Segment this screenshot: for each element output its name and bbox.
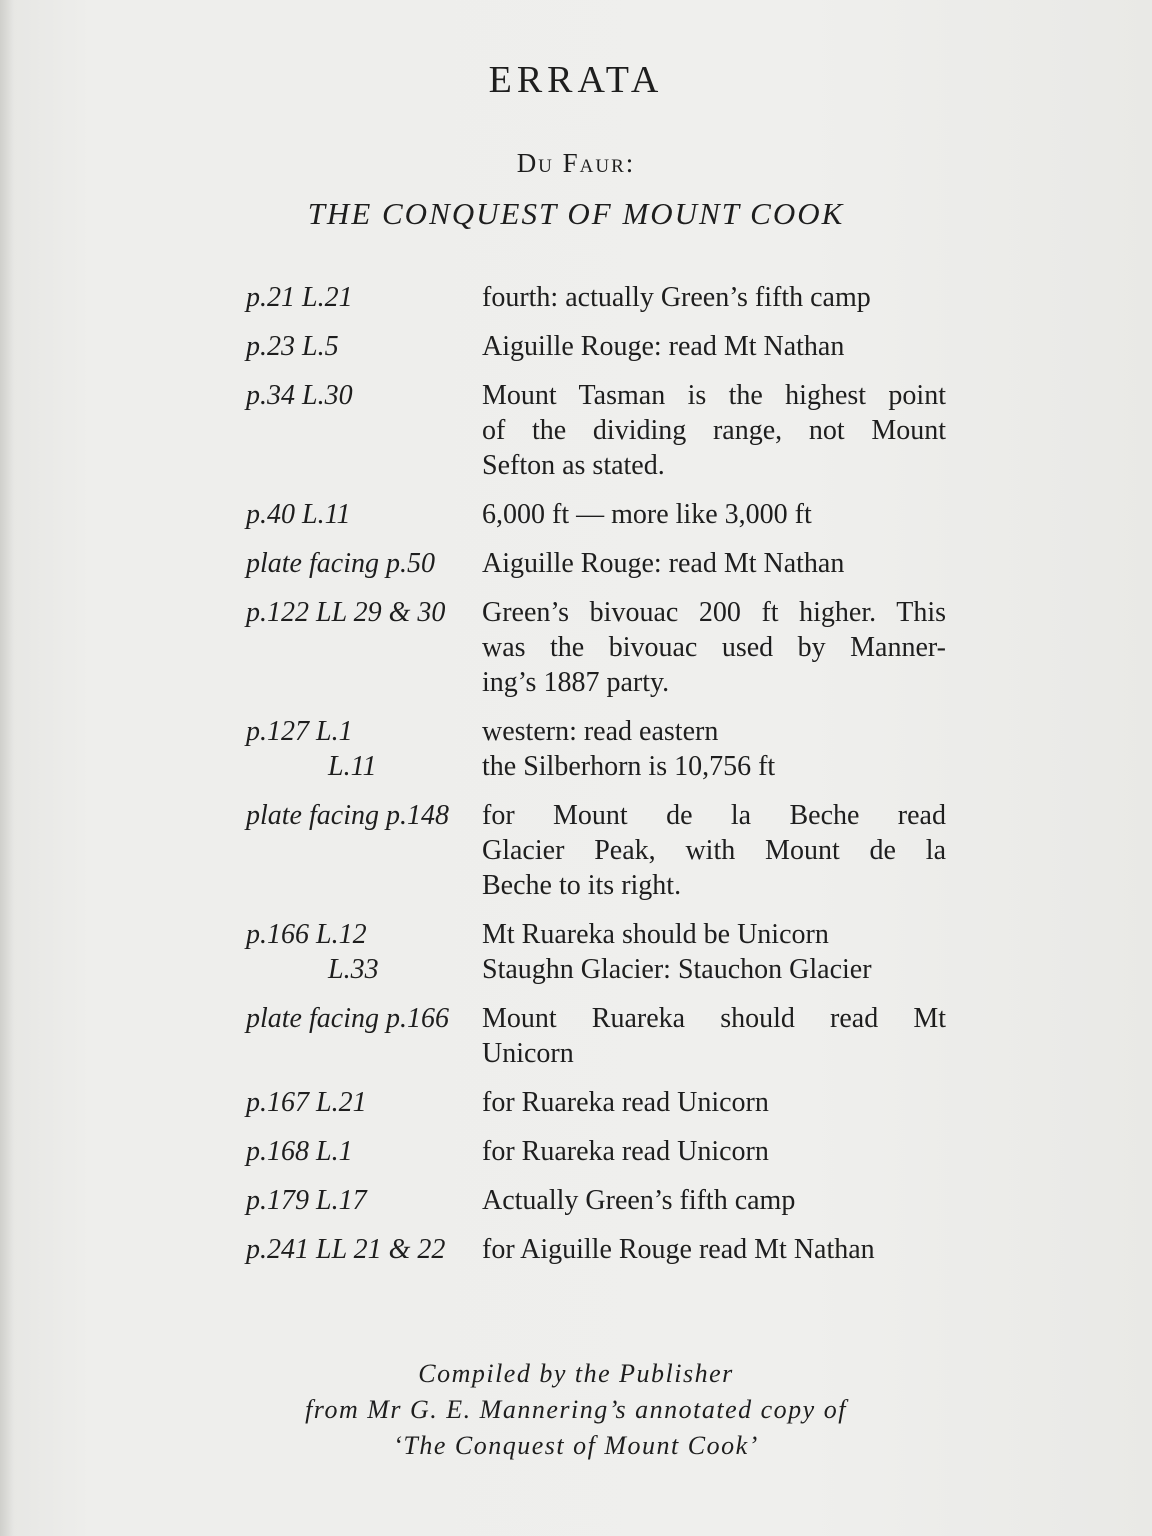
correction-line: Actually Green’s fifth camp [482, 1185, 796, 1216]
errata-entry [246, 798, 946, 903]
reference-line: p.40 L.11 [246, 499, 351, 530]
errata-correction [482, 497, 946, 532]
errata-entry [246, 280, 946, 315]
correction-line: for Aiguille Rouge read Mt Nathan [482, 1234, 875, 1265]
errata-reference [246, 1085, 482, 1120]
errata-correction [482, 1134, 946, 1169]
reference-line: p.166 L.12 [246, 919, 367, 950]
correction-line: fourth: actually Green’s fifth camp [482, 282, 871, 313]
reference-line: p.179 L.17 [246, 1185, 367, 1216]
correction-line: western: read eastern [482, 716, 719, 747]
correction-line: the Silberhorn is 10,756 ft [482, 751, 776, 782]
errata-reference [246, 1134, 482, 1169]
correction-line: Sefton as stated. [482, 450, 665, 481]
errata-entry [246, 378, 946, 483]
reference-line: plate facing p.148 [246, 800, 449, 831]
errata-correction [482, 714, 946, 784]
correction-line: for Ruareka read Unicorn [482, 1087, 769, 1118]
correction-line: ing’s 1887 party. [482, 667, 670, 698]
errata-reference [246, 497, 482, 532]
errata-correction [482, 378, 946, 483]
reference-line: L.33 [328, 954, 379, 985]
errata-reference [246, 1001, 482, 1071]
reference-line: p.168 L.1 [246, 1136, 353, 1167]
errata-reference [246, 378, 482, 483]
reference-line: L.11 [328, 751, 377, 782]
errata-entry [246, 1232, 946, 1267]
author-name: Du Faur: [516, 148, 636, 178]
errata-correction [482, 917, 946, 987]
reference-line: p.34 L.30 [246, 380, 353, 411]
reference-line: p.127 L.1 [246, 716, 353, 747]
errata-reference [246, 714, 482, 784]
errata-entry [246, 917, 946, 987]
correction-line: Mount Tasman is the highest point [482, 380, 946, 411]
correction-line: Mt Ruareka should be Unicorn [482, 919, 829, 950]
errata-reference [246, 546, 482, 581]
errata-entry [246, 1001, 946, 1071]
errata-entry [246, 1085, 946, 1120]
correction-line: Beche to its right. [482, 870, 682, 901]
errata-correction [482, 595, 946, 700]
errata-list [246, 280, 946, 1281]
reference-line: p.122 LL 29 & 30 [246, 597, 446, 628]
reference-line: p.23 L.5 [246, 331, 339, 362]
colophon-line: from Mr G. E. Mannering’s annotated copy of [305, 1395, 847, 1424]
colophon [0, 1356, 1152, 1464]
correction-line: for Ruareka read Unicorn [482, 1136, 769, 1167]
errata-entry [246, 329, 946, 364]
book-title: THE CONQUEST OF MOUNT COOK [307, 196, 845, 231]
errata-reference [246, 917, 482, 987]
correction-line: Mount Ruareka should read Mt [482, 1003, 946, 1034]
correction-line: Aiguille Rouge: read Mt Nathan [482, 331, 845, 362]
reference-line: p.167 L.21 [246, 1087, 367, 1118]
errata-reference [246, 280, 482, 315]
errata-reference [246, 329, 482, 364]
correction-line: was the bivouac used by Manner- [482, 632, 946, 663]
reference-line: p.241 LL 21 & 22 [246, 1234, 446, 1265]
page-title: ERRATA [488, 59, 664, 101]
errata-correction [482, 1085, 946, 1120]
correction-line: Glacier Peak, with Mount de la [482, 835, 946, 866]
errata-reference [246, 595, 482, 700]
correction-line: of the dividing range, not Mount [482, 415, 946, 446]
errata-reference [246, 1183, 482, 1218]
errata-reference [246, 798, 482, 903]
colophon-line: ‘The Conquest of Mount Cook’ [393, 1431, 759, 1460]
errata-entry [246, 546, 946, 581]
errata-correction [482, 280, 946, 315]
errata-correction [482, 798, 946, 903]
errata-correction [482, 1183, 946, 1218]
errata-entry [246, 497, 946, 532]
reference-line: plate facing p.166 [246, 1003, 449, 1034]
reference-line: plate facing p.50 [246, 548, 435, 579]
errata-entry [246, 1183, 946, 1218]
correction-line: 6,000 ft — more like 3,000 ft [482, 499, 812, 530]
errata-entry [246, 1134, 946, 1169]
errata-correction [482, 329, 946, 364]
colophon-line: Compiled by the Publisher [418, 1359, 734, 1388]
correction-line: Green’s bivouac 200 ft higher. This [482, 597, 946, 628]
reference-line: p.21 L.21 [246, 282, 353, 313]
errata-entry [246, 595, 946, 700]
errata-reference [246, 1232, 482, 1267]
errata-entry [246, 714, 946, 784]
correction-line: Staughn Glacier: Stauchon Glacier [482, 954, 872, 985]
correction-line: for Mount de la Beche read [482, 800, 946, 831]
errata-correction [482, 1232, 946, 1267]
errata-correction [482, 1001, 946, 1071]
errata-correction [482, 546, 946, 581]
correction-line: Unicorn [482, 1038, 574, 1069]
correction-line: Aiguille Rouge: read Mt Nathan [482, 548, 845, 579]
